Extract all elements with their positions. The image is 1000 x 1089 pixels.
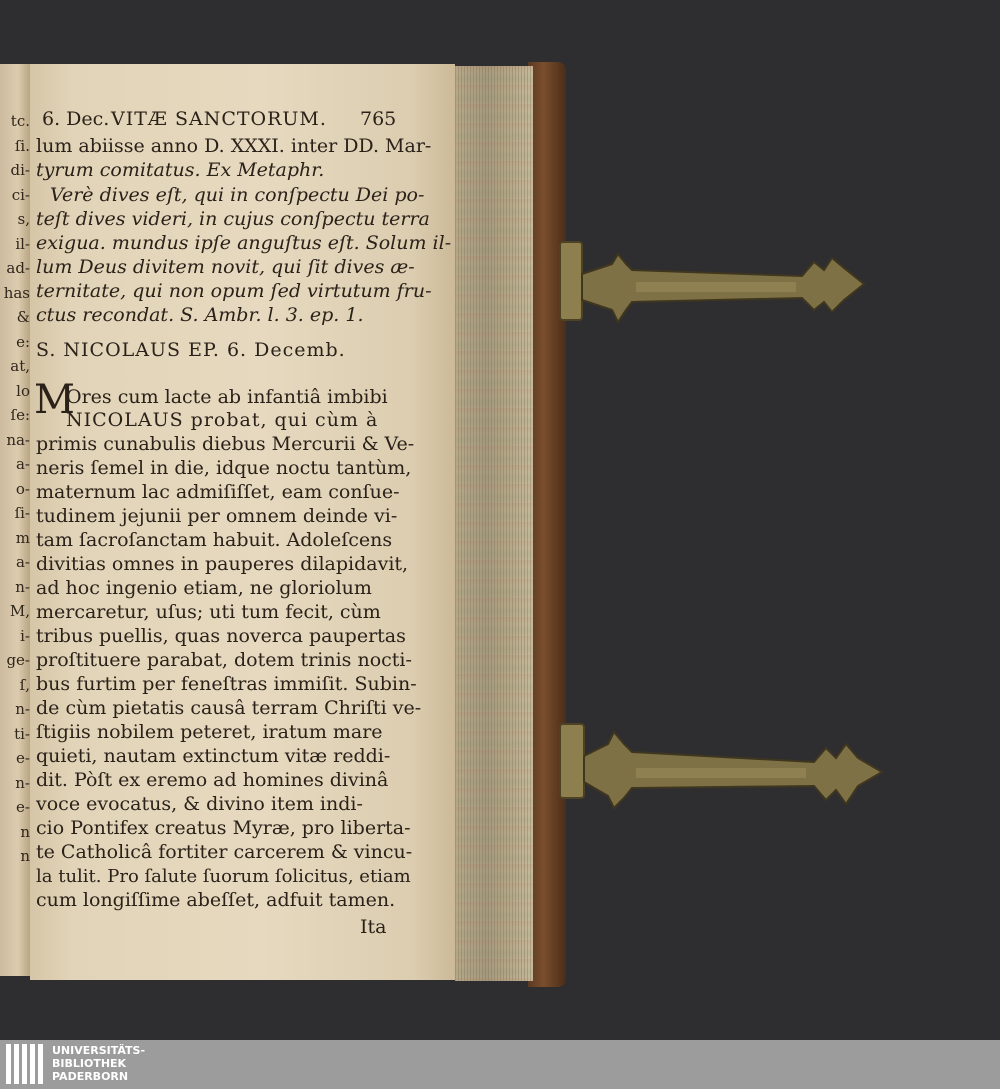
text-line: tyrum comitatus. Ex Metaphr. [36, 159, 325, 181]
body-line: quieti, nautam extinctum vitæ reddi- [36, 745, 391, 767]
body-line: voce evocatus, & divino item indi- [36, 793, 363, 815]
header-date: 6. Dec. [42, 108, 110, 130]
body-line: tribus puellis, quas noverca paupertas [36, 625, 406, 647]
upper-clasp [552, 240, 882, 330]
body-line: tam ſacroſanctam habuit. Adoleſcens [36, 529, 393, 551]
logo-line: PADERBORN [52, 1070, 129, 1083]
body-line: bus furtim per feneſtras immiſit. Subin- [36, 673, 417, 695]
catchword: Ita [360, 916, 387, 938]
left-page-text-fragment: ge- [6, 651, 30, 669]
quote-line: Verè dives eſt, qui in conſpectu Dei po- [50, 184, 425, 206]
body-line: de cùm pietatis causâ terram Chriſti ve- [36, 697, 422, 719]
body-line: proſtituere parabat, dotem trinis nocti- [36, 649, 412, 671]
left-page-text-fragment: ſ, [19, 675, 30, 694]
left-page-text-fragment: ſi- [14, 504, 30, 522]
body-line: dit. Pòſt ex eremo ad homines divinâ [36, 769, 389, 791]
text-line: lum abiisse anno D. XXXI. inter DD. Mar- [36, 135, 432, 157]
left-page-text-fragment: e: [16, 332, 30, 351]
quote-line: ternitate, qui non opum ſed virtutum fru- [36, 280, 432, 302]
left-page-text-fragment: ſi. [14, 136, 30, 155]
body-line: NICOLAUS probat, qui cùm à [66, 409, 379, 431]
body-line: divitias omnes in pauperes dilapidavit, [36, 553, 409, 575]
left-page-text-fragment: at, [10, 357, 30, 375]
left-page-text-fragment: tc. [10, 112, 30, 130]
left-page-text-fragment: n- [15, 577, 30, 596]
body-line: Ores cum lacte ab infantiâ imbibi [66, 386, 388, 408]
section-title: S. NICOLAUS EP. 6. Decemb. [36, 339, 346, 361]
library-footer [0, 1040, 1000, 1089]
logo-line: UNIVERSITÄTS- [52, 1044, 146, 1057]
left-page-text-fragment: lo [16, 381, 30, 400]
left-page-text-fragment: n- [15, 773, 30, 792]
left-page-text-fragment: a- [15, 553, 30, 571]
left-page-text-fragment: ſe: [10, 406, 30, 424]
left-page-text-fragment: ad- [6, 259, 30, 277]
body-line: cio Pontifex creatus Myræ, pro liberta- [36, 817, 411, 839]
body-line: ſtigiis nobilem peteret, iratum mare [36, 721, 383, 743]
body-line: ad hoc ingenio etiam, ne gloriolum [36, 577, 372, 599]
left-page-text-fragment: i- [20, 626, 30, 645]
body-line: cum longiſſime abeſſet, adfuit tamen. [36, 889, 396, 911]
body-line: neris ſemel in die, idque noctu tantùm, [36, 457, 412, 479]
book-page [30, 64, 455, 980]
body-line: primis cunabulis diebus Mercurii & Ve- [36, 433, 415, 455]
lower-clasp [556, 720, 891, 820]
left-page-text-fragment: e- [16, 798, 30, 816]
page-edges [455, 66, 533, 981]
quote-line: ctus recondat. S. Ambr. l. 3. ep. 1. [36, 304, 364, 326]
quote-line: teſt dives videri, in cujus conſpectu terra [36, 208, 430, 230]
body-line: la tulit. Pro ſalute ſuorum ſolicitus, etiam [36, 866, 411, 887]
body-line: mercaretur, uſus; uti tum fecit, cùm [36, 601, 381, 623]
left-page-text-fragment: s, [17, 210, 30, 228]
quote-line: lum Deus divitem novit, qui ſit dives æ- [36, 256, 415, 278]
left-page-text-fragment: o- [15, 479, 30, 498]
library-logo-icon [6, 1044, 46, 1084]
body-line: tudinem jejunii per omnem deinde vi- [36, 505, 398, 527]
left-page-text-fragment: ti- [14, 724, 30, 743]
header-title: VITÆ SANCTORUM. [111, 108, 327, 130]
logo-line: BIBLIOTHEK [52, 1057, 127, 1070]
left-page-text-fragment: a- [15, 455, 30, 473]
left-page-text-fragment: & [16, 308, 30, 326]
left-page-text-fragment: n [20, 822, 30, 841]
body-line: te Catholicâ fortiter carcerem & vincu- [36, 841, 413, 863]
left-page-text-fragment: na- [6, 430, 30, 449]
library-logo-text [52, 1044, 145, 1083]
page-number: 765 [360, 108, 397, 130]
left-page-text-fragment: m [15, 528, 30, 547]
book-cover-edge [528, 62, 566, 987]
left-page-fragment [0, 64, 30, 976]
left-page-text-fragment: n [20, 847, 30, 865]
left-page-text-fragment: il- [15, 234, 30, 253]
left-page-text-fragment: has [3, 283, 30, 302]
left-page-text-fragment: M, [9, 602, 30, 620]
left-page-text-fragment: n- [15, 700, 30, 718]
left-page-text-fragment: di- [10, 161, 30, 179]
body-line: maternum lac admiſiſſet, eam conſue- [36, 481, 400, 503]
drop-cap: M [34, 377, 75, 423]
left-page-text-fragment: e- [16, 749, 30, 767]
quote-line: exigua. mundus ipſe anguſtus eſt. Solum il- [36, 232, 452, 254]
left-page-text-fragment: ci- [11, 185, 30, 204]
